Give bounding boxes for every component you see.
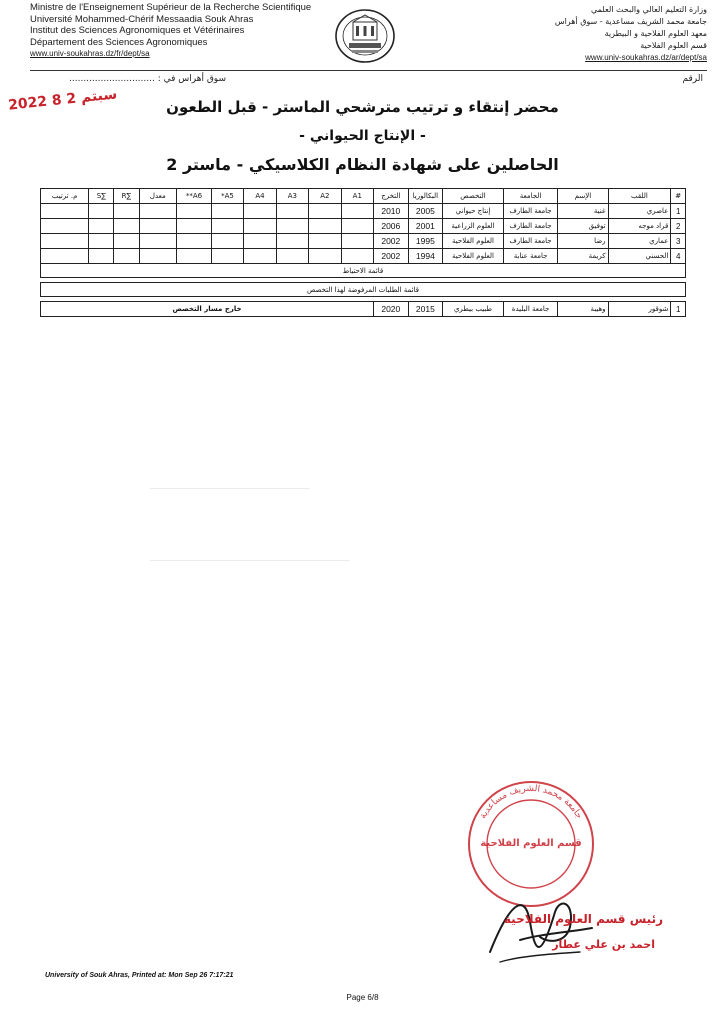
signatory-name: احمد بن علي عطار bbox=[552, 938, 655, 951]
city-date-line: سوق أهراس في : .............................. bbox=[69, 74, 226, 84]
cell-specialty: العلوم الزراعية bbox=[443, 219, 504, 234]
header-left-line: Département des Sciences Agronomiques bbox=[30, 36, 208, 48]
cell-rank: 1 bbox=[671, 204, 686, 219]
cell-rank: 3 bbox=[671, 234, 686, 249]
rejected-list-label: قائمة الطلبات المرفوضة لهذا التخصص bbox=[41, 283, 686, 297]
cell-bac-year: 1995 bbox=[408, 234, 443, 249]
header-left-line: Ministre de l'Enseignement Supérieur de la Recherche Scientifique bbox=[30, 2, 312, 13]
cell-university: جامعة البليدة bbox=[503, 302, 557, 317]
header-left-url[interactable]: www.univ-soukahras.dz/fr/dept/sa bbox=[30, 49, 150, 58]
cell-grad-year: 2020 bbox=[374, 302, 409, 317]
column-header: A5* bbox=[211, 189, 243, 204]
cell-name: رضا bbox=[558, 234, 608, 249]
cell-name: كريمة bbox=[558, 249, 608, 264]
cell-grad-year: 2006 bbox=[374, 219, 409, 234]
column-header: التخرج bbox=[374, 189, 409, 204]
seal-outer-text: جامعة محمد الشريف مساعدية bbox=[478, 783, 584, 821]
cell-specialty: العلوم الفلاحية bbox=[443, 249, 504, 264]
cell-bac-year: 2005 bbox=[408, 204, 443, 219]
cell-rejection-reason: خارج مسار التخصص bbox=[41, 302, 374, 317]
cell-rank: 4 bbox=[671, 249, 686, 264]
column-header: A3 bbox=[276, 189, 308, 204]
column-header: ∑R bbox=[114, 189, 139, 204]
seal-inner-text: قسم العلوم الفلاحية bbox=[480, 838, 582, 849]
scan-artifact bbox=[150, 488, 310, 489]
table-row bbox=[41, 249, 686, 264]
cell-university: جامعة الطارف bbox=[503, 234, 557, 249]
column-header: معدل bbox=[139, 189, 177, 204]
page-number: Page 6/8 bbox=[346, 993, 379, 1002]
cell-name: توفيق bbox=[558, 219, 608, 234]
document-subtitle-degree: الحاصلين على شهادة النظام الكلاسيكي - ماستر 2 bbox=[166, 155, 559, 174]
printed-at-footer: University of Souk Ahras, Printed at: Mon Sep 26 7:17:21 bbox=[45, 972, 234, 979]
column-header: A6** bbox=[177, 189, 212, 204]
cell-university: جامعة عنابة bbox=[503, 249, 557, 264]
cell-name: وهيبة bbox=[558, 302, 608, 317]
column-header: A1 bbox=[341, 189, 373, 204]
header-right-line: وزارة التعليم العالي والبحث العلمي bbox=[591, 5, 707, 14]
cell-name: غنية bbox=[558, 204, 608, 219]
reserve-list-label: قائمة الاحتياط bbox=[41, 264, 686, 278]
svg-text:جامعة محمد الشريف مساعدية bbox=[478, 784, 584, 821]
header-left-line: Université Mohammed-Chérif Messaadia Souk Ahras bbox=[30, 13, 254, 25]
header-left-block bbox=[30, 2, 330, 60]
header-left-line: Institut des Sciences Agronomiques et Vétérinaires bbox=[30, 25, 245, 36]
column-header: الإسم bbox=[558, 189, 608, 204]
candidates-table bbox=[40, 188, 686, 317]
table-header-row bbox=[41, 189, 686, 204]
table-row bbox=[41, 234, 686, 249]
table-row bbox=[41, 302, 686, 317]
cell-grad-year: 2002 bbox=[374, 249, 409, 264]
header-right-line: جامعة محمد الشريف مساعدية - سوق أهراس bbox=[554, 17, 707, 26]
column-header: البكالوريا bbox=[408, 189, 443, 204]
cell-specialty: إنتاج حيواني bbox=[443, 204, 504, 219]
cell-rank: 2 bbox=[671, 219, 686, 234]
column-header: م. ترتيب bbox=[41, 189, 89, 204]
cell-university: جامعة الطارف bbox=[503, 219, 557, 234]
cell-surname: عاصري bbox=[608, 204, 671, 219]
cell-bac-year: 1994 bbox=[408, 249, 443, 264]
cell-surname: شوقور bbox=[608, 302, 671, 317]
header-right-line: معهد العلوم الفلاحية و البيطرية bbox=[604, 29, 707, 38]
column-header: # bbox=[671, 189, 686, 204]
cell-grad-year: 2010 bbox=[374, 204, 409, 219]
signatory-title: رئيس قسم العلوم الفلاحية bbox=[503, 912, 663, 926]
cell-surname: عماري bbox=[608, 234, 671, 249]
cell-surname: الحسني bbox=[608, 249, 671, 264]
column-header: ∑S bbox=[89, 189, 114, 204]
cell-surname: قراد موجه bbox=[608, 219, 671, 234]
date-stamp: 2022 سبتم 2 8 bbox=[7, 86, 118, 114]
table-row bbox=[41, 204, 686, 219]
cell-university: جامعة الطارف bbox=[503, 204, 557, 219]
handwritten-signature bbox=[480, 882, 600, 972]
cell-specialty: طبيب بيطري bbox=[443, 302, 504, 317]
cell-rank: 1 bbox=[671, 302, 686, 317]
header-divider bbox=[30, 70, 707, 71]
column-header: التخصص bbox=[443, 189, 504, 204]
cell-bac-year: 2015 bbox=[408, 302, 443, 317]
cell-grad-year: 2002 bbox=[374, 234, 409, 249]
document-subtitle: - الإنتاج الحيواني - bbox=[299, 128, 426, 144]
header-right-url[interactable]: www.univ-soukahras.dz/ar/dept/sa bbox=[585, 53, 707, 62]
rejected-list-row bbox=[41, 283, 686, 297]
column-header: A2 bbox=[309, 189, 341, 204]
cell-specialty: العلوم الفلاحية bbox=[443, 234, 504, 249]
reserve-list-row bbox=[41, 264, 686, 278]
table-row bbox=[41, 219, 686, 234]
column-header: اللقب bbox=[608, 189, 671, 204]
scan-artifact bbox=[150, 560, 350, 561]
university-emblem-icon bbox=[334, 8, 396, 64]
reference-number-label: الرقم bbox=[682, 74, 703, 84]
document-title: محضر إنتقاء و ترتيب مترشحي الماستر - قبل الطعون bbox=[166, 98, 559, 116]
column-header: A4 bbox=[244, 189, 276, 204]
header-right-line: قسم العلوم الفلاحية bbox=[640, 41, 707, 50]
cell-bac-year: 2001 bbox=[408, 219, 443, 234]
header-right-block bbox=[477, 4, 707, 64]
column-header: الجامعة bbox=[503, 189, 557, 204]
